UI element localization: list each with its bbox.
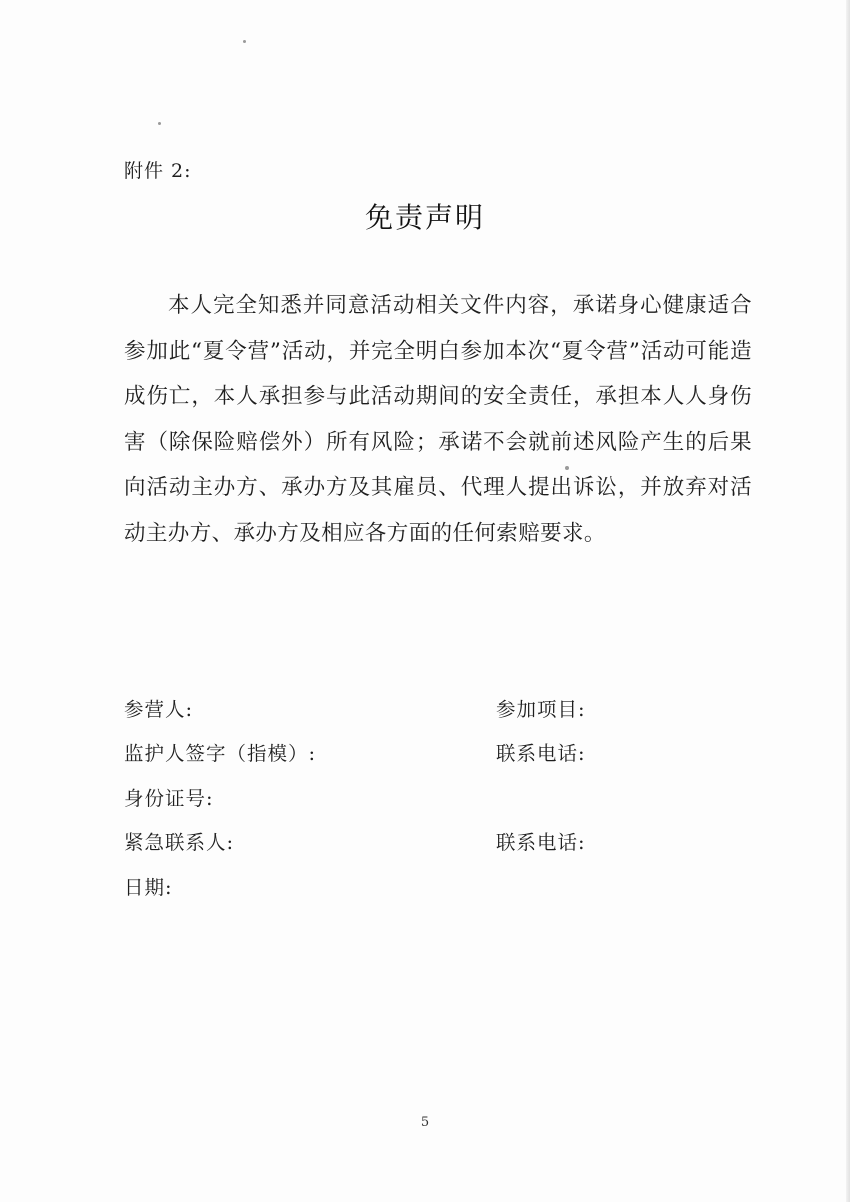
guardian-signature-field-label: 监护人签字（指模）: bbox=[124, 742, 317, 765]
emergency-contact-field-label: 紧急联系人: bbox=[124, 831, 235, 854]
page-number: 5 bbox=[420, 1115, 430, 1130]
phone-field-label-2: 联系电话: bbox=[496, 831, 586, 854]
date-field-label: 日期: bbox=[124, 876, 173, 899]
scan-speck bbox=[158, 122, 161, 125]
attachment-label: 附件 2: bbox=[124, 160, 192, 182]
disclaimer-paragraph: 本人完全知悉并同意活动相关文件内容，承诺身心健康适合参加此“夏令营”活动，并完全明白参加本次“夏令营”活动可能造成伤亡，本人承担参与此活动期间的安全责任，承担本人人身伤害（除保险赔偿外）所有风险；承诺不会就前述风险产生的后果向活动主办方、承办方及其雇员、代理人提出诉讼，并放弃对活动主办方、承办方及相应各方面的任何索赔要求。 bbox=[124, 293, 752, 546]
project-field-label: 参加项目: bbox=[496, 698, 586, 721]
scan-edge bbox=[846, 0, 850, 1202]
participant-field-label: 参营人: bbox=[124, 698, 194, 721]
id-number-field-label: 身份证号: bbox=[124, 787, 214, 810]
scan-speck bbox=[243, 40, 246, 43]
document-title: 免责声明 bbox=[364, 201, 485, 234]
phone-field-label-1: 联系电话: bbox=[496, 742, 586, 765]
